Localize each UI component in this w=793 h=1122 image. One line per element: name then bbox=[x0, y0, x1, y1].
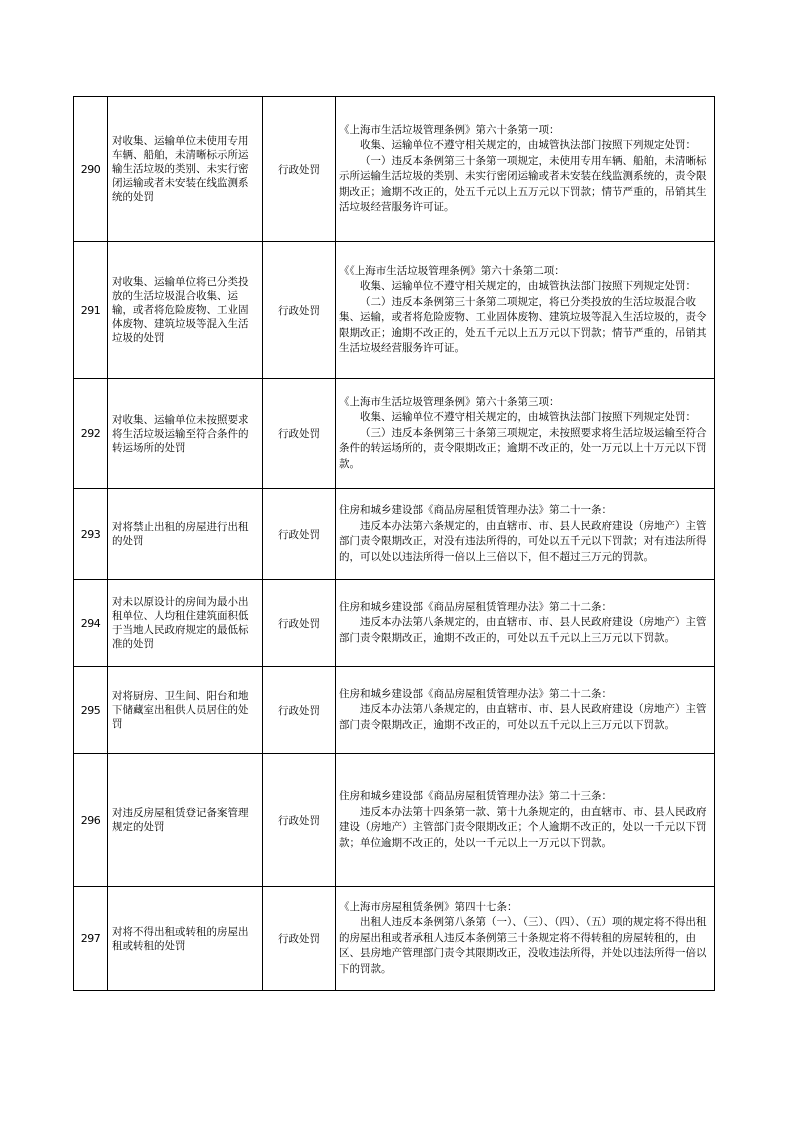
basis-paragraph: 违反本办法第八条规定的，由直辖市、市、县人民政府建设（房地产）主管部门责令限期改正，逾期不改正的，可处以五千元以上三万元以下罚款。 bbox=[339, 616, 707, 644]
basis-heading: 住房和城乡建设部《商品房屋租赁管理办法》第二十二条： bbox=[339, 687, 612, 700]
legal-basis bbox=[336, 580, 715, 667]
basis-paragraph: 收集、运输单位不遵守相关规定的，由城管执法部门按照下列规定处罚： bbox=[360, 411, 696, 424]
item-name: 对收集、运输单位将已分类投放的生活垃圾混合收集、运输，或者将危险废物、工业固体废物、建筑垃圾等混入生活垃圾的处罚 bbox=[108, 242, 263, 379]
table-row bbox=[74, 379, 715, 489]
item-name: 对未以原设计的房间为最小出租单位、人均租住建筑面积低于当地人民政府规定的最低标准的处罚 bbox=[108, 580, 263, 667]
legal-basis bbox=[336, 887, 715, 991]
item-type: 行政处罚 bbox=[263, 667, 336, 754]
table-body bbox=[74, 97, 715, 991]
item-name: 对将禁止出租的房屋进行出租的处罚 bbox=[108, 489, 263, 580]
item-name: 对收集、运输单位未按照要求将生活垃圾运输至符合条件的转运场所的处罚 bbox=[108, 379, 263, 489]
item-type: 行政处罚 bbox=[263, 489, 336, 580]
legal-basis bbox=[336, 489, 715, 580]
table-row bbox=[74, 97, 715, 242]
basis-paragraph: 违反本办法第八条规定的，由直辖市、市、县人民政府建设（房地产）主管部门责令限期改正，逾期不改正的，可处以五千元以上三万元以下罚款。 bbox=[339, 703, 707, 731]
basis-paragraph: 违反本办法第十四条第一款、第十九条规定的，由直辖市、市、县人民政府建设（房地产）主管部门责令限期改正；个人逾期不改正的，处以一千元以下罚款；单位逾期不改正的，处以一千元以上一万元以下罚款。 bbox=[339, 805, 707, 849]
basis-paragraph: （一）违反本条例第三十条第一项规定，未使用专用车辆、船舶，未清晰标示所运输生活垃圾的类别、未实行密闭运输或者未安装在线监测系统的，责令限期改正；逾期不改正的，处五千元以上五万元以下罚款；情节严重的，吊销其生活垃圾经营服务许可证。 bbox=[339, 154, 707, 213]
row-number: 295 bbox=[74, 667, 108, 754]
row-number: 294 bbox=[74, 580, 108, 667]
table-row bbox=[74, 242, 715, 379]
item-type: 行政处罚 bbox=[263, 754, 336, 887]
item-type: 行政处罚 bbox=[263, 887, 336, 991]
basis-paragraph: （二）违反本条例第三十条第二项规定，将已分类投放的生活垃圾混合收集、运输，或者将危险废物、工业固体废物、建筑垃圾等混入生活垃圾的，责令限期改正；逾期不改正的，处五千元以上五万元以下罚款；情节严重的，吊销其生活垃圾经营服务许可证。 bbox=[339, 295, 707, 354]
table-row bbox=[74, 580, 715, 667]
item-name: 对违反房屋租赁登记备案管理规定的处罚 bbox=[108, 754, 263, 887]
item-type: 行政处罚 bbox=[263, 580, 336, 667]
basis-heading: 《上海市房屋租赁条例》第四十七条： bbox=[339, 900, 518, 913]
row-number: 297 bbox=[74, 887, 108, 991]
item-name: 对将厨房、卫生间、阳台和地下储藏室出租供人员居住的处罚 bbox=[108, 667, 263, 754]
item-name: 对收集、运输单位未使用专用车辆、船舶，未清晰标示所运输生活垃圾的类别、未实行密闭运输或者未安装在线监测系统的处罚 bbox=[108, 97, 263, 242]
row-number: 293 bbox=[74, 489, 108, 580]
basis-paragraph: （三）违反本条例第三十条第三项规定，未按照要求将生活垃圾运输至符合条件的转运场所的，责令限期改正；逾期不改正的，处一万元以上十万元以下罚款。 bbox=[339, 426, 707, 470]
basis-heading: 《《上海市生活垃圾管理条例》第六十条第二项： bbox=[339, 264, 565, 277]
item-name: 对将不得出租或转租的房屋出租或转租的处罚 bbox=[108, 887, 263, 991]
legal-basis bbox=[336, 97, 715, 242]
legal-basis bbox=[336, 379, 715, 489]
legal-basis bbox=[336, 242, 715, 379]
legal-basis bbox=[336, 754, 715, 887]
basis-paragraph: 收集、运输单位不遵守相关规定的，由城管执法部门按照下列规定处罚： bbox=[360, 280, 696, 292]
basis-paragraph: 收集、运输单位不遵守相关规定的，由城管执法部门按照下列规定处罚： bbox=[360, 139, 696, 151]
basis-heading: 住房和城乡建设部《商品房屋租赁管理办法》第二十一条： bbox=[339, 504, 612, 516]
row-number: 292 bbox=[74, 379, 108, 489]
table-row bbox=[74, 489, 715, 580]
table-row bbox=[74, 754, 715, 887]
row-number: 296 bbox=[74, 754, 108, 887]
basis-heading: 《上海市生活垃圾管理条例》第六十条第一项： bbox=[339, 123, 560, 136]
basis-heading: 《上海市生活垃圾管理条例》第六十条第三项： bbox=[339, 395, 560, 408]
row-number: 291 bbox=[74, 242, 108, 379]
table-row bbox=[74, 887, 715, 991]
table-row bbox=[74, 667, 715, 754]
penalty-table bbox=[73, 96, 715, 991]
item-type: 行政处罚 bbox=[263, 379, 336, 489]
basis-heading: 住房和城乡建设部《商品房屋租赁管理办法》第二十三条： bbox=[339, 790, 612, 802]
item-type: 行政处罚 bbox=[263, 242, 336, 379]
basis-paragraph: 违反本办法第六条规定的，由直辖市、市、县人民政府建设（房地产）主管部门责令限期改正，对没有违法所得的，可处以五千元以下罚款；对有违法所得的，可以处以违法所得一倍以上三倍以下，但不超过三万元的罚款。 bbox=[339, 519, 707, 563]
item-type: 行政处罚 bbox=[263, 97, 336, 242]
row-number: 290 bbox=[74, 97, 108, 242]
legal-basis bbox=[336, 667, 715, 754]
basis-paragraph: 出租人违反本条例第八条第（一）、（三）、（四）、（五）项的规定将不得出租的房屋出租或者承租人违反本条例第三十条规定将不得转租的房屋转租的，由区、县房地产管理部门责令其限期改正，没收违法所得，并处以违法所得一倍以下的罚款。 bbox=[339, 916, 707, 975]
basis-heading: 住房和城乡建设部《商品房屋租赁管理办法》第二十二条： bbox=[339, 600, 612, 613]
